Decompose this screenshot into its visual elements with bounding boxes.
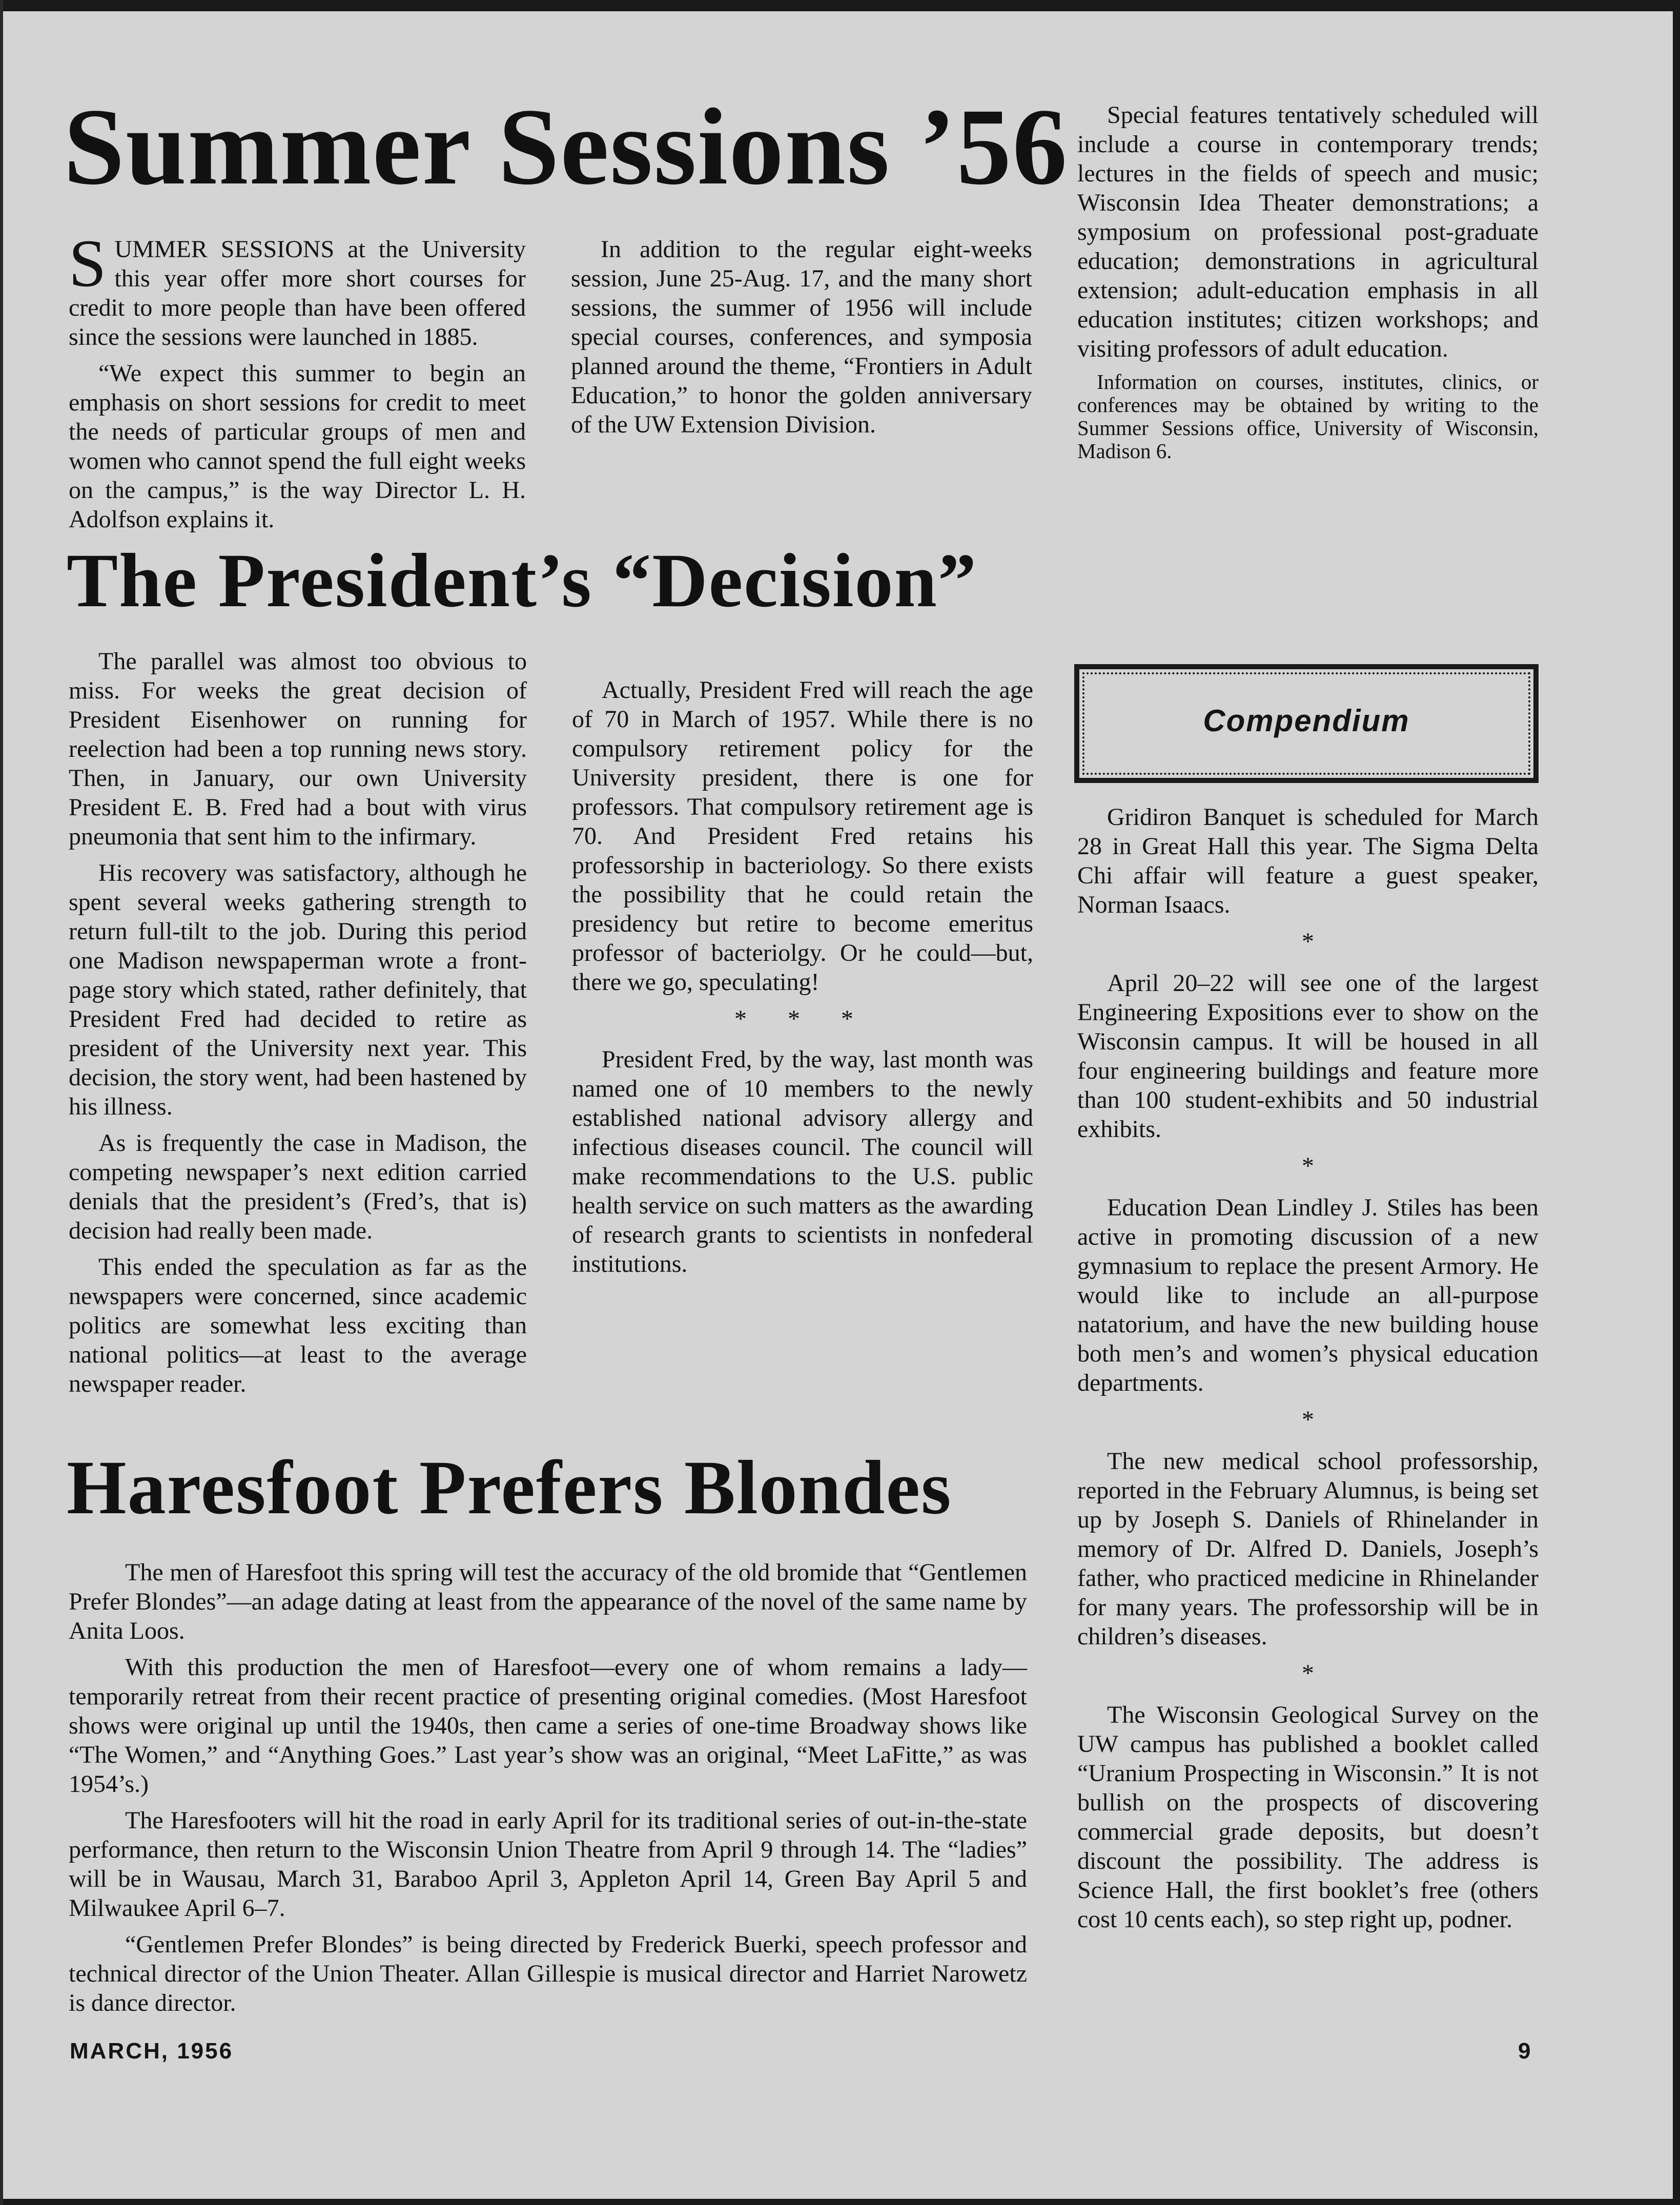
president-paragraph-6: President Fred, by the way, last month was named one of 10 members to the newly established national advisory allergy and infectious diseases council. The council will make recommendations to the U.S. public health service on such matters as the awarding of research grants to scientists in nonfederal institutions. [572,1046,1033,1277]
scan-border-bottom [0,2199,1680,2205]
issue-date: MARCH, 1956 [70,2038,234,2064]
president-paragraph-5: Actually, President Fred will reach the age of 70 in March of 1957. While there is no compulsory retirement policy for the University president, there is one for professors. That compulsory retirement age is 70. And President Fred retains his professorship in bacteriology. So there exists the possibility that he could retain the presidency but retire to become emeritus professor of bacteriolgy. Or he could—but, there we go, speculating! [572,676,1033,996]
haresfoot-paragraph-2: With this production the men of Haresfoot—every one of whom remains a lady—temporarily retreat from their recent practice of presenting original comedies. (Most Haresfoot shows were original up until the 1940s, then came a series of one-time Broadway shows like “The Women,” and “Anything Goes.” Last year’s show was an original, “Meet LaFitte,” as was 1954’s.) [69,1654,1027,1798]
compendium-separator: * [1302,1660,1314,1687]
summer-column-1 [69,225,526,541]
summer-column-2 [571,235,1032,446]
president-decision-headline: The President’s “Decision” [67,538,977,623]
summer-dropcap: S [69,225,107,301]
compendium-item-professorship: The new medical school professorship, reported in the February Alumnus, is being set up by Joseph S. Daniels of Rhinelander in memory of Dr. Alfred D. Daniels, Joseph’s father, who practiced medicine in Rhinelander for many years. The professorship will be in children’s diseases. [1077,1448,1539,1650]
compendium-item-gridiron: Gridiron Banquet is scheduled for March 28 in Great Hall this year. The Sigma Delta Chi affair will feature a guest speaker, Norman Isaacs. [1077,803,1539,918]
compendium-separator: * [1302,928,1314,955]
summer-column-3 [1077,100,1539,470]
president-paragraph-1: The parallel was almost too obvious to miss. For weeks the great decision of President Eisenhower on running for reelection had been a top running news story. Then, in January, our own University President E. B. Fred had a bout with virus pneumonia that sent him to the infirmary. [69,648,527,850]
compendium-item-geological-survey: The Wisconsin Geological Survey on the UW campus has published a booklet called “Uranium Prospecting in Wisconsin.” It is not bullish on the prospects of discovering commercial grade deposits, but doesn’t discount the possibility. The address is Science Hall, the first booklet’s free (others cost 10 cents each), so step right up, podner. [1077,1701,1539,1933]
summer-paragraph-1-text: UMMER SESSIONS at the University this year offer more short courses for credit to more people than have been offered since the sessions were launched in 1885. [69,236,526,351]
compendium-separator: * [1302,1152,1314,1180]
president-column-1 [69,647,527,1406]
scan-border-right [1673,0,1680,2205]
summer-paragraph-4: Special features tentatively scheduled will include a course in contemporary trends; lectures in the fields of speech and music; Wisconsin Idea Theater demonstrations; a symposium on professional post-graduate education; demonstrations in agricultural extension; adult-education emphasis in all education institutes; citizen workshops; and visiting professors of adult education. [1077,101,1539,362]
president-section-separator: * * * [734,1005,871,1033]
compendium-title: Compendium [1203,704,1410,738]
haresfoot-paragraph-1: The men of Haresfoot this spring will test the accuracy of the old bromide that “Gentlemen Prefer Blondes”—an adage dating at least from the appearance of the novel of the same name by Anita Loos. [69,1559,1027,1644]
summer-paragraph-2: “We expect this summer to begin an emphasis on short sessions for credit to meet the needs of particular groups of men and women who cannot spend the full eight weeks on the campus,” is the way Director L. H. Adolfson explains it. [69,360,526,533]
summer-info-note: Information on courses, institutes, clinics, or conferences may be obtained by writing to the Summer Sessions office, University of Wisconsin, Madison 6. [1077,370,1539,463]
haresfoot-body [69,1558,1027,2025]
president-paragraph-3: As is frequently the case in Madison, the competing newspaper’s next edition carried denials that the president’s (Fred’s, that is) decision had really been made. [69,1129,527,1244]
president-paragraph-4: This ended the speculation as far as the newspapers were concerned, since academic politics are somewhat less exciting than national politics—at least to the average newspaper reader. [69,1253,527,1397]
haresfoot-paragraph-4: “Gentlemen Prefer Blondes” is being directed by Frederick Buerki, speech professor and technical director of the Union Theater. Allan Gillespie is musical director and Harriet Narowetz is dance director. [69,1931,1027,2016]
president-column-2 [572,675,1033,1286]
compendium-title-box [1074,664,1539,783]
page-number: 9 [1518,2038,1531,2064]
summer-paragraph-1 [69,225,526,352]
compendium-column [1077,802,1539,1941]
haresfoot-paragraph-3: The Haresfooters will hit the road in early April for its traditional series of out-in-the-state performance, then return to the Wisconsin Union Theatre from April 9 through 14. The “ladies” will be in Wausau, March 31, Baraboo April 3, Appleton April 14, Green Bay April 5 and Milwaukee April 6–7. [69,1807,1027,1922]
scan-border-left [0,0,3,2205]
compendium-item-gymnasium: Education Dean Lindley J. Stiles has been active in promoting discussion of a new gymnasium to replace the present Armory. He would like to include an all-purpose natatorium, and have the new building house both men’s and women’s physical education departments. [1077,1194,1539,1396]
haresfoot-headline: Haresfoot Prefers Blondes [67,1445,952,1530]
summer-sessions-headline: Summer Sessions ’56 [64,86,1069,208]
compendium-item-engineering: April 20–22 will see one of the largest Engineering Expositions ever to show on the Wisconsin campus. It will be housed in all four engineering buildings and feature more than 100 student-exhibits and 50 industrial exhibits. [1077,970,1539,1143]
president-paragraph-2: His recovery was satisfactory, although he spent several weeks gathering strength to return full-tilt to the job. During this period one Madison newspaperman wrote a front-page story which stated, rather definitely, that President Fred had decided to retire as president of the University next year. This decision, the story went, had been hastened by his illness. [69,859,527,1120]
compendium-separator: * [1302,1406,1314,1433]
summer-paragraph-3: In addition to the regular eight-weeks session, June 25-Aug. 17, and the many short sessions, the summer of 1956 will include special courses, conferences, and symposia planned around the theme, “Frontiers in Adult Education,” to honor the golden anniversary of the UW Extension Division. [571,236,1032,438]
scan-border-top [0,0,1680,11]
